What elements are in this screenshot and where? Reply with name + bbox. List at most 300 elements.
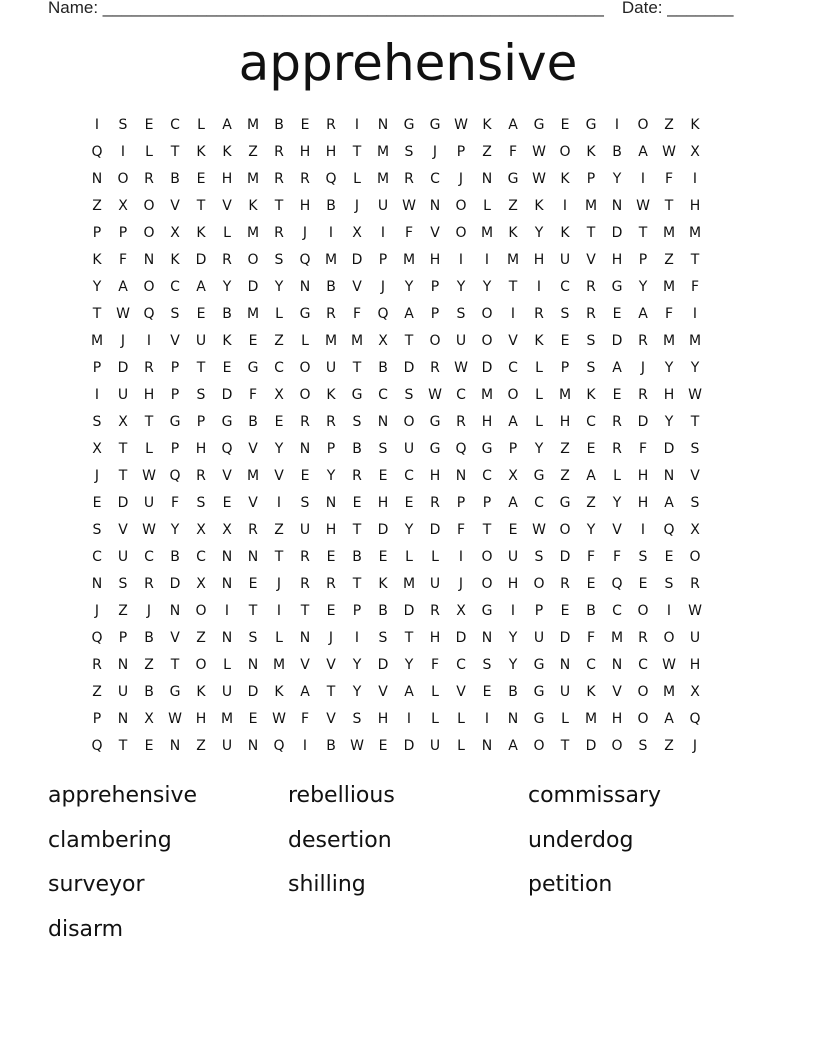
- grid-letter: N: [299, 441, 311, 457]
- grid-letter: J: [432, 144, 438, 160]
- grid-letter: B: [144, 684, 154, 700]
- grid-letter: G: [429, 441, 441, 457]
- grid-letter: E: [196, 306, 206, 322]
- grid-letter: I: [276, 495, 282, 511]
- grid-letter: F: [612, 549, 622, 565]
- grid-letter: L: [275, 630, 283, 646]
- grid-letter: A: [664, 495, 674, 511]
- grid-letter: R: [456, 414, 466, 430]
- grid-letter: E: [378, 468, 388, 484]
- grid-letter: W: [168, 711, 182, 727]
- grid-letter: D: [481, 360, 493, 376]
- grid-letter: L: [223, 657, 231, 673]
- grid-letter: D: [455, 630, 467, 646]
- grid-letter: A: [664, 711, 674, 727]
- grid-row: [84, 247, 708, 274]
- grid-letter: C: [482, 468, 492, 484]
- grid-letter: N: [221, 549, 233, 565]
- grid-letter: K: [222, 144, 232, 160]
- grid-letter: O: [481, 333, 493, 349]
- grid-letter: M: [272, 657, 286, 673]
- grid-letter: G: [403, 117, 415, 133]
- grid-letter: Z: [560, 468, 570, 484]
- grid-letter: E: [586, 441, 596, 457]
- grid-letter: D: [351, 252, 363, 268]
- grid-letter: M: [584, 711, 598, 727]
- grid-letter: O: [559, 522, 571, 538]
- grid-letter: G: [533, 657, 545, 673]
- grid-letter: W: [532, 144, 546, 160]
- grid-letter: B: [352, 441, 362, 457]
- grid-letter: Z: [664, 117, 674, 133]
- grid-letter: K: [586, 684, 596, 700]
- grid-letter: V: [222, 468, 232, 484]
- grid-letter: M: [246, 225, 260, 241]
- grid-letter: A: [612, 360, 622, 376]
- grid-letter: O: [143, 225, 155, 241]
- grid-letter: M: [324, 333, 338, 349]
- grid-letter: I: [640, 522, 646, 538]
- grid-letter: S: [92, 522, 102, 538]
- grid-letter: I: [276, 603, 282, 619]
- date-field-label: Date: _______: [621, 0, 734, 17]
- grid-letter: G: [559, 495, 571, 511]
- grid-letter: X: [170, 225, 180, 241]
- grid-letter: R: [326, 117, 336, 133]
- grid-letter: P: [456, 144, 466, 160]
- grid-letter: J: [120, 333, 126, 349]
- grid-letter: G: [429, 414, 441, 430]
- grid-letter: Q: [91, 630, 103, 646]
- grid-letter: Y: [612, 495, 622, 511]
- grid-letter: Y: [638, 279, 648, 295]
- grid-letter: X: [196, 576, 206, 592]
- grid-letter: L: [561, 711, 569, 727]
- grid-letter: U: [117, 549, 129, 565]
- grid-letter: K: [560, 225, 570, 241]
- grid-letter: C: [456, 387, 466, 403]
- grid-letter: U: [507, 549, 519, 565]
- grid-row: [84, 733, 708, 760]
- grid-letter: Z: [274, 333, 284, 349]
- word-list-item: rebellious: [288, 783, 395, 808]
- grid-letter: M: [688, 225, 702, 241]
- grid-letter: Y: [586, 522, 596, 538]
- grid-letter: H: [299, 144, 311, 160]
- grid-letter: K: [196, 684, 206, 700]
- word-list-item: surveyor: [48, 872, 145, 897]
- grid-letter: X: [274, 387, 284, 403]
- grid-letter: G: [585, 117, 597, 133]
- grid-letter: Y: [404, 279, 414, 295]
- grid-row: [84, 409, 708, 436]
- grid-letter: E: [248, 333, 258, 349]
- grid-letter: I: [458, 549, 464, 565]
- grid-letter: R: [326, 306, 336, 322]
- grid-letter: I: [94, 387, 100, 403]
- grid-letter: N: [91, 171, 103, 187]
- grid-letter: P: [170, 360, 180, 376]
- grid-letter: G: [533, 684, 545, 700]
- grid-letter: G: [533, 468, 545, 484]
- grid-letter: B: [222, 306, 232, 322]
- grid-letter: N: [429, 198, 441, 214]
- grid-letter: B: [326, 279, 336, 295]
- grid-letter: W: [532, 171, 546, 187]
- grid-letter: P: [118, 225, 128, 241]
- grid-letter: B: [170, 549, 180, 565]
- grid-letter: D: [637, 414, 649, 430]
- grid-letter: K: [274, 684, 284, 700]
- grid-row: [84, 490, 708, 517]
- grid-letter: B: [352, 549, 362, 565]
- grid-letter: J: [458, 171, 464, 187]
- grid-letter: V: [170, 198, 180, 214]
- grid-letter: I: [146, 333, 152, 349]
- grid-letter: D: [195, 252, 207, 268]
- grid-letter: S: [196, 495, 206, 511]
- grid-letter: H: [299, 198, 311, 214]
- grid-letter: L: [483, 198, 491, 214]
- grid-letter: N: [481, 630, 493, 646]
- grid-letter: W: [532, 522, 546, 538]
- grid-letter: W: [636, 198, 650, 214]
- grid-letter: R: [586, 306, 596, 322]
- grid-letter: S: [352, 711, 362, 727]
- grid-letter: E: [248, 711, 258, 727]
- grid-row: [84, 517, 708, 544]
- grid-letter: U: [143, 495, 155, 511]
- grid-letter: B: [326, 738, 336, 754]
- grid-letter: S: [248, 630, 258, 646]
- grid-letter: P: [118, 630, 128, 646]
- grid-letter: G: [611, 279, 623, 295]
- grid-letter: S: [170, 306, 180, 322]
- grid-letter: S: [118, 117, 128, 133]
- grid-letter: W: [688, 387, 702, 403]
- grid-letter: K: [248, 198, 258, 214]
- grid-letter: C: [430, 171, 440, 187]
- grid-letter: G: [429, 117, 441, 133]
- grid-letter: M: [688, 333, 702, 349]
- grid-letter: N: [611, 198, 623, 214]
- grid-letter: S: [404, 387, 414, 403]
- grid-letter: P: [560, 360, 570, 376]
- grid-letter: H: [325, 144, 337, 160]
- grid-letter: R: [534, 306, 544, 322]
- word-list-item: apprehensive: [48, 783, 198, 808]
- grid-letter: Y: [352, 684, 362, 700]
- grid-letter: E: [300, 468, 310, 484]
- grid-letter: F: [352, 306, 362, 322]
- grid-letter: K: [508, 225, 518, 241]
- grid-letter: W: [454, 117, 468, 133]
- grid-letter: T: [118, 738, 128, 754]
- grid-row: [84, 625, 708, 652]
- grid-letter: H: [637, 468, 649, 484]
- grid-letter: S: [378, 630, 388, 646]
- grid-row: [84, 544, 708, 571]
- grid-row: [84, 274, 708, 301]
- grid-letter: E: [560, 117, 570, 133]
- grid-letter: B: [144, 630, 154, 646]
- grid-letter: V: [352, 279, 362, 295]
- grid-letter: O: [143, 279, 155, 295]
- grid-letter: O: [299, 360, 311, 376]
- grid-letter: H: [611, 711, 623, 727]
- grid-letter: P: [170, 387, 180, 403]
- grid-letter: H: [637, 495, 649, 511]
- grid-row: [84, 112, 708, 139]
- grid-letter: W: [662, 144, 676, 160]
- grid-letter: Q: [91, 738, 103, 754]
- grid-row: [84, 382, 708, 409]
- grid-letter: U: [117, 684, 129, 700]
- grid-letter: Z: [248, 144, 258, 160]
- grid-letter: D: [559, 549, 571, 565]
- grid-letter: D: [403, 738, 415, 754]
- grid-letter: X: [690, 684, 700, 700]
- grid-letter: T: [352, 576, 362, 592]
- grid-letter: G: [533, 711, 545, 727]
- grid-letter: U: [299, 522, 311, 538]
- grid-letter: V: [690, 468, 700, 484]
- grid-letter: E: [352, 495, 362, 511]
- grid-letter: T: [118, 441, 128, 457]
- grid-letter: T: [170, 657, 180, 673]
- grid-letter: N: [247, 738, 259, 754]
- grid-letter: Z: [92, 198, 102, 214]
- grid-letter: Y: [482, 279, 492, 295]
- grid-letter: U: [559, 252, 571, 268]
- grid-letter: P: [92, 360, 102, 376]
- grid-letter: L: [431, 711, 439, 727]
- grid-letter: R: [352, 468, 362, 484]
- grid-letter: B: [170, 171, 180, 187]
- grid-letter: T: [92, 306, 102, 322]
- grid-letter: J: [302, 225, 308, 241]
- grid-letter: Q: [273, 738, 285, 754]
- grid-letter: R: [248, 522, 258, 538]
- grid-letter: Q: [455, 441, 467, 457]
- grid-letter: H: [429, 468, 441, 484]
- grid-letter: P: [326, 441, 336, 457]
- grid-letter: P: [92, 711, 102, 727]
- grid-letter: S: [664, 576, 674, 592]
- grid-letter: I: [458, 252, 464, 268]
- grid-letter: L: [223, 225, 231, 241]
- grid-letter: S: [560, 306, 570, 322]
- grid-letter: O: [559, 144, 571, 160]
- grid-letter: T: [482, 522, 492, 538]
- grid-letter: F: [170, 495, 180, 511]
- grid-letter: N: [299, 630, 311, 646]
- word-list-item: disarm: [48, 916, 124, 942]
- grid-letter: J: [276, 576, 282, 592]
- grid-letter: X: [118, 414, 128, 430]
- grid-letter: E: [92, 495, 102, 511]
- grid-letter: F: [456, 522, 466, 538]
- word-list-item: petition: [528, 872, 613, 897]
- grid-letter: E: [144, 738, 154, 754]
- grid-letter: O: [455, 198, 467, 214]
- grid-letter: A: [508, 414, 518, 430]
- grid-letter: R: [274, 144, 284, 160]
- grid-letter: C: [92, 549, 102, 565]
- grid-letter: K: [378, 576, 388, 592]
- grid-letter: V: [612, 522, 622, 538]
- grid-letter: C: [560, 279, 570, 295]
- grid-letter: K: [534, 333, 544, 349]
- grid-letter: G: [351, 387, 363, 403]
- grid-letter: A: [508, 495, 518, 511]
- grid-letter: N: [221, 630, 233, 646]
- grid-letter: I: [510, 603, 516, 619]
- grid-letter: S: [274, 252, 284, 268]
- grid-letter: T: [352, 144, 362, 160]
- grid-letter: I: [666, 603, 672, 619]
- grid-letter: R: [222, 252, 232, 268]
- grid-letter: I: [354, 630, 360, 646]
- grid-letter: N: [377, 414, 389, 430]
- grid-letter: H: [377, 495, 389, 511]
- grid-letter: R: [586, 279, 596, 295]
- grid-letter: N: [481, 171, 493, 187]
- grid-letter: R: [404, 171, 414, 187]
- grid-letter: T: [664, 198, 674, 214]
- grid-letter: S: [92, 414, 102, 430]
- grid-letter: U: [429, 738, 441, 754]
- grid-letter: H: [221, 171, 233, 187]
- grid-letter: I: [302, 738, 308, 754]
- grid-letter: A: [196, 279, 206, 295]
- grid-letter: C: [586, 414, 596, 430]
- grid-letter: N: [221, 576, 233, 592]
- grid-letter: A: [222, 117, 232, 133]
- grid-letter: H: [663, 387, 675, 403]
- grid-letter: R: [612, 414, 622, 430]
- grid-letter: M: [662, 279, 676, 295]
- grid-letter: A: [638, 306, 648, 322]
- grid-letter: D: [247, 279, 259, 295]
- grid-letter: X: [690, 522, 700, 538]
- grid-letter: G: [247, 360, 259, 376]
- grid-letter: Y: [404, 657, 414, 673]
- grid-letter: I: [328, 225, 334, 241]
- grid-letter: R: [144, 576, 154, 592]
- grid-letter: K: [586, 144, 596, 160]
- grid-letter: T: [586, 225, 596, 241]
- grid-letter: J: [354, 198, 360, 214]
- grid-letter: G: [221, 414, 233, 430]
- grid-letter: J: [94, 603, 100, 619]
- grid-letter: Y: [222, 279, 232, 295]
- grid-letter: O: [195, 657, 207, 673]
- grid-letter: X: [378, 333, 388, 349]
- grid-letter: R: [92, 657, 102, 673]
- grid-letter: H: [195, 441, 207, 457]
- grid-letter: V: [118, 522, 128, 538]
- grid-letter: T: [404, 630, 414, 646]
- grid-letter: P: [482, 495, 492, 511]
- grid-letter: Y: [456, 279, 466, 295]
- grid-letter: P: [586, 171, 596, 187]
- grid-letter: L: [197, 117, 205, 133]
- grid-letter: E: [404, 495, 414, 511]
- grid-letter: Q: [221, 441, 233, 457]
- grid-letter: E: [586, 576, 596, 592]
- grid-letter: D: [611, 225, 623, 241]
- grid-row: [84, 193, 708, 220]
- grid-row: [84, 679, 708, 706]
- grid-letter: B: [378, 360, 388, 376]
- grid-letter: L: [457, 711, 465, 727]
- grid-letter: R: [274, 171, 284, 187]
- grid-letter: U: [533, 630, 545, 646]
- grid-letter: F: [248, 387, 258, 403]
- grid-letter: I: [120, 144, 126, 160]
- grid-letter: P: [456, 495, 466, 511]
- grid-letter: E: [508, 522, 518, 538]
- grid-letter: S: [300, 495, 310, 511]
- grid-letter: T: [196, 198, 206, 214]
- grid-letter: L: [613, 468, 621, 484]
- grid-letter: O: [481, 306, 493, 322]
- grid-letter: P: [638, 252, 648, 268]
- grid-letter: D: [247, 684, 259, 700]
- grid-letter: Q: [91, 144, 103, 160]
- grid-letter: T: [690, 414, 700, 430]
- grid-letter: U: [221, 738, 233, 754]
- grid-letter: Y: [508, 657, 518, 673]
- grid-letter: Z: [196, 738, 206, 754]
- grid-letter: M: [220, 711, 234, 727]
- grid-letter: A: [638, 144, 648, 160]
- grid-letter: U: [689, 630, 701, 646]
- grid-letter: R: [430, 603, 440, 619]
- grid-letter: E: [612, 387, 622, 403]
- grid-letter: I: [94, 117, 100, 133]
- grid-letter: V: [300, 657, 310, 673]
- grid-letter: N: [299, 279, 311, 295]
- word-list-item: underdog: [528, 827, 634, 853]
- grid-letter: N: [559, 657, 571, 673]
- grid-letter: X: [456, 603, 466, 619]
- grid-letter: K: [196, 144, 206, 160]
- grid-letter: I: [562, 198, 568, 214]
- grid-letter: P: [352, 603, 362, 619]
- word-list-item: desertion: [288, 827, 392, 853]
- grid-letter: H: [429, 630, 441, 646]
- grid-letter: M: [662, 333, 676, 349]
- grid-letter: C: [144, 549, 154, 565]
- grid-letter: J: [146, 603, 152, 619]
- grid-row: [84, 220, 708, 247]
- grid-letter: G: [299, 306, 311, 322]
- grid-letter: Z: [586, 495, 596, 511]
- grid-letter: I: [224, 603, 230, 619]
- grid-letter: R: [430, 360, 440, 376]
- grid-letter: E: [326, 549, 336, 565]
- grid-letter: K: [690, 117, 700, 133]
- grid-letter: I: [484, 711, 490, 727]
- grid-letter: T: [638, 225, 648, 241]
- grid-letter: Z: [664, 738, 674, 754]
- grid-letter: N: [481, 738, 493, 754]
- grid-letter: M: [246, 306, 260, 322]
- grid-letter: V: [248, 441, 258, 457]
- grid-letter: T: [404, 333, 414, 349]
